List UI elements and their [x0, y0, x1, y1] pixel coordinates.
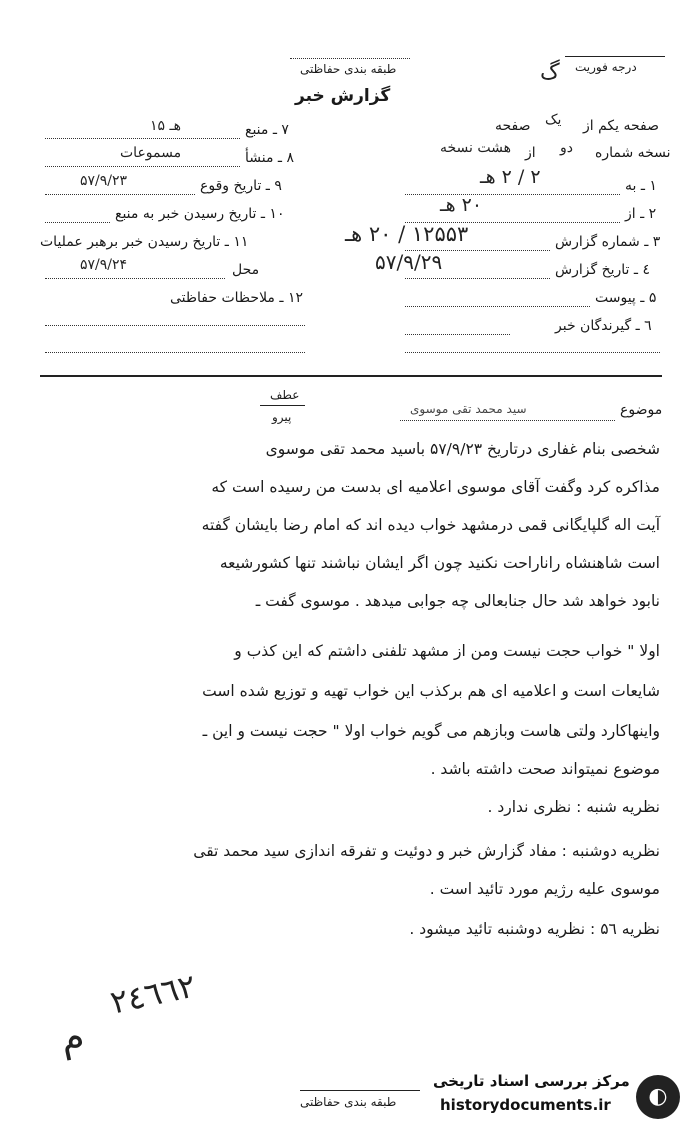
field-location-value: ۵۷/۹/۲۴ [80, 257, 128, 273]
footer-line [300, 1090, 420, 1091]
field-to-value: ۲ / ۲ هـ [480, 166, 541, 188]
field-origin-value: مسموعات [120, 145, 182, 161]
handwritten-initial: م [55, 1013, 88, 1061]
field-page-label: صفحه یکم از [583, 118, 660, 134]
header-classification: طبقه بندی حفاظتی [300, 62, 397, 76]
header-classification-line [290, 58, 410, 59]
header-separator [40, 375, 662, 377]
field-source-receipt-date-label: ۱۰ ـ تاریخ رسیدن خبر به منبع [115, 206, 285, 222]
field-report-number-value: ۱۲۵۵۳ / ۲۰ هـ [345, 222, 469, 246]
opinion-line: نظریه ۵٦ : نظریه دوشنبه تائید میشود . [409, 920, 660, 938]
field-report-number-label: ۳ ـ شماره گزارش [555, 234, 661, 250]
handwritten-number: ۲٤٦٦۲ [106, 966, 199, 1022]
field-attachment-label: ۵ ـ پیوست [595, 290, 657, 306]
priority-label: درجه فوریت [575, 60, 637, 74]
field-event-date-label: ۹ ـ تاریخ وقوع [200, 178, 282, 194]
reference-atf-label: عطف [270, 388, 300, 402]
field-origin-label: ۸ ـ منشأ [245, 150, 295, 166]
field-copy-label: نسخه شماره [595, 145, 671, 161]
field-page-value: یک [545, 112, 562, 128]
body-line: نابود خواهد شد حال جنابعالی چه جوابی میدهد . موسوی گفت ـ [255, 592, 660, 610]
subject-label: موضوع [620, 402, 663, 418]
field-report-date-label: ٤ ـ تاریخ گزارش [555, 262, 650, 278]
field-event-date-value: ۵۷/۹/۲۳ [80, 173, 128, 189]
footer-classification: طبقه بندی حفاظتی [300, 1095, 397, 1109]
body-line: است شاهنشاه راناراحت نکنید چون اگر ایشان نباشند تنها کشورشیعه [219, 554, 660, 572]
field-page-suffix: صفحه [495, 118, 531, 134]
subject-value: سید محمد تقی موسوی [410, 402, 527, 416]
opinion-line: موسوی علیه رژیم مورد تائید است . [429, 880, 660, 898]
field-leader-receipt-date-label: ۱۱ ـ تاریخ رسیدن خبر برهبر عملیات [40, 234, 249, 250]
field-from-label: ۲ ـ از [625, 206, 657, 222]
body-line: آیت اله گلپایگانی قمی درمشهد خواب دیده اند که امام رضا بایشان گفته [201, 516, 660, 534]
reference-divider [260, 405, 305, 406]
opinion-line: نظریه دوشنبه : مفاد گزارش خبر و دوئیت و تفرقه اندازی سید محمد تقی [193, 842, 660, 860]
field-source-label: ۷ ـ منبع [245, 122, 289, 138]
field-from-value: ۲۰ هـ [440, 194, 483, 216]
reference-peyro-label: پیرو [272, 410, 292, 424]
body-line: موضوع نمیتواند صحت داشته باشد . [430, 760, 660, 778]
field-report-date-value: ۵۷/۹/۲۹ [375, 250, 443, 274]
body-line: واینهاکارد ولتی هاست وبازهم می گویم خواب اولا " حجت نیست و این ـ [202, 722, 660, 740]
field-to-label: ۱ ـ به [625, 178, 657, 194]
field-recipients-label: ٦ ـ گیرندگان خبر [555, 318, 652, 334]
field-copy-value: دو [560, 140, 573, 156]
field-source-value: هـ ۱۵ [150, 118, 181, 134]
body-line: شخصی بنام غفاری درتاریخ ۵۷/۹/۲۳ باسید محمد تقی موسوی [265, 440, 660, 458]
field-copy-suffix: از [525, 145, 536, 161]
document-title: گزارش خبر [295, 86, 391, 106]
field-security-notes-label: ۱۲ ـ ملاحظات حفاظتی [170, 290, 303, 306]
priority-line [565, 56, 665, 57]
opinion-line: نظریه شنبه : نظری ندارد . [487, 798, 660, 816]
watermark-url: historydocuments.ir [440, 1096, 611, 1114]
field-copy-total: هشت نسخه [440, 140, 511, 156]
watermark-title: مرکز بررسی اسناد تاریخی [433, 1072, 630, 1090]
body-line: اولا " خواب حجت نیست ومن از مشهد تلفنی داشتم که این کذب و [234, 642, 660, 660]
body-line: مذاکره کرد وگفت آقای موسوی اعلامیه ای بدست من رسیده است که [211, 478, 660, 496]
field-location-label: محل [232, 262, 260, 278]
priority-value: گ [540, 60, 560, 85]
watermark-logo-icon: ◐ [636, 1075, 680, 1119]
body-line: شایعات است و اعلامیه ای هم برکذب این خواب تهیه و توزیع شده است [202, 682, 660, 700]
